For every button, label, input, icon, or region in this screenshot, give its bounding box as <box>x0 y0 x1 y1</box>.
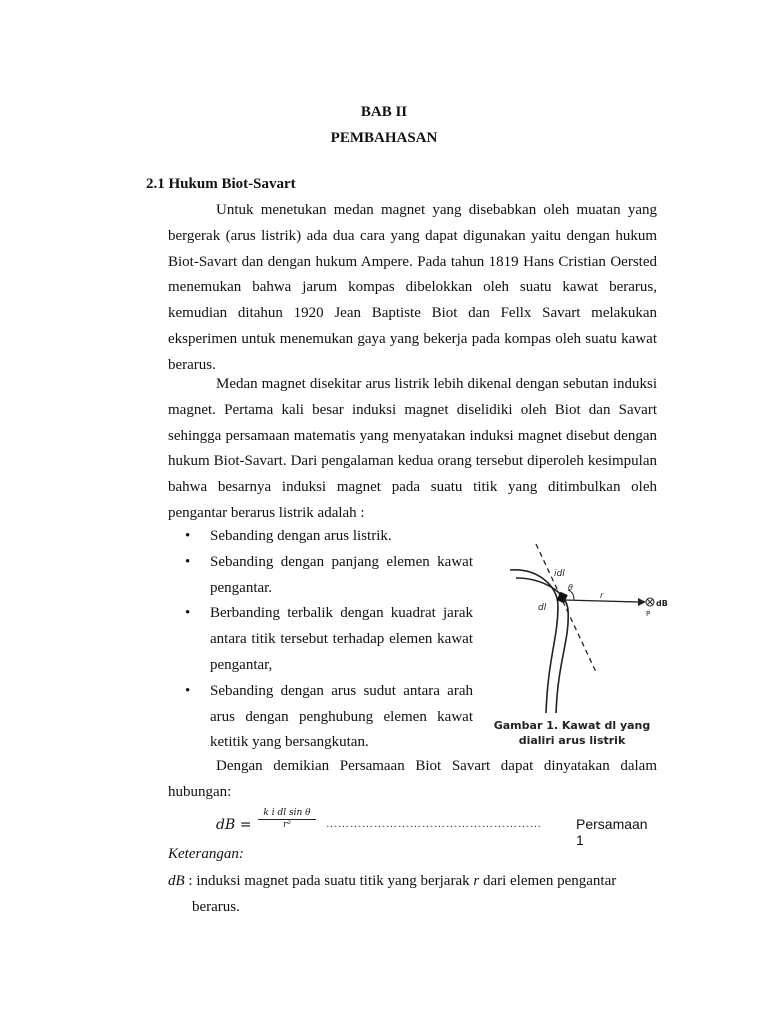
label-idl: idl <box>554 569 565 579</box>
equation-lhs: dB = <box>216 817 252 833</box>
equation-fraction <box>258 808 316 830</box>
bullet-icon: • <box>185 528 191 544</box>
label-theta: θ <box>568 583 573 592</box>
conclusion-list <box>168 524 473 756</box>
paragraph-intro <box>168 198 657 379</box>
equation-label: Persamaan 1 <box>576 816 648 848</box>
figure-caption-line1: Gambar 1. Kawat dl yang <box>493 719 651 732</box>
definition-text-post: dari elemen pengantar <box>479 873 617 889</box>
paragraph-induksi <box>168 372 657 527</box>
list-item-text: Berbanding terbalik dengan kuadrat jarak antara titik tersebut terhadap elemen kawat pengantar, <box>210 605 473 673</box>
definition-text-pre: : induksi magnet pada suatu titik yang berjarak <box>184 873 474 889</box>
equation-numerator: k i dl sin θ <box>258 808 316 820</box>
definition-line2: berarus. <box>192 899 240 915</box>
list-item <box>168 679 473 756</box>
list-item-text: Sebanding dengan panjang elemen kawat pengantar. <box>210 553 473 596</box>
list-item-text: Sebanding dengan arus listrik. <box>210 528 392 544</box>
r-vector-line <box>564 600 638 602</box>
paragraph-conclusion <box>168 754 657 806</box>
paragraph-induksi-text: Medan magnet disekitar arus listrik lebih dikenal dengan sebutan induksi magnet. Pertama kali besar induksi magnet diselidiki oleh Biot dan Savart sehingga persamaan matematis yang menyatakan induksi magnet disebut dengan hukum Biot-Savart. Dari pengalaman kedua orang tersebut diperoleh kesimpulan bahwa besarnya induksi magnet pada suatu titik yang ditimbulkan oleh pengantar berarus listrik adalah : <box>168 376 657 521</box>
section-title: 2.1 Hukum Biot-Savart <box>146 176 296 192</box>
paragraph-conclusion-text: Dengan demikian Persamaan Biot Savart dapat dinyatakan dalam hubungan: <box>168 758 657 800</box>
label-P: P <box>646 610 651 618</box>
chapter-title: PEMBAHASAN <box>330 130 438 146</box>
bullet-icon: • <box>185 553 191 570</box>
definition-term: dB <box>168 873 185 889</box>
equation-denominator: r² <box>283 820 291 830</box>
figure-caption-line2: dialiri arus listrik <box>518 734 626 747</box>
wire-outer-edge <box>510 570 558 713</box>
label-dl: dl <box>538 603 547 613</box>
chapter-label: BAB II <box>360 104 408 120</box>
keterangan-title: Keterangan: <box>168 846 244 862</box>
label-r: r <box>600 591 604 600</box>
biot-savart-equation <box>216 806 656 848</box>
label-dB: dB <box>656 599 668 608</box>
paragraph-intro-text: Untuk menetukan medan magnet yang disebabkan oleh muatan yang bergerak (arus listrik) ada dua cara yang dapat digunakan yaitu dengan hukum Biot-Savart dan dengan hukum Ampere. Pada tahun 1819 Hans Cristian Oersted menemukan bahwa jarum kompas dibelokkan oleh suatu kawat berarus, kemudian ditahun 1920 Jean Baptiste Biot dan Fellx Savart melakukan eksperimen untuk menemukan gaya yang bekerja pada kompas oleh suatu kawat berarus. <box>168 202 657 373</box>
list-item <box>168 601 473 678</box>
list-item <box>168 550 473 602</box>
definition-dB <box>168 868 657 920</box>
equation-leader-dots: ……………………………………………… <box>326 818 542 830</box>
list-item <box>168 524 473 550</box>
figure-caption <box>488 718 656 748</box>
r-vector-arrowhead <box>638 598 646 606</box>
biot-savart-figure <box>488 538 678 753</box>
list-item-text: Sebanding dengan arus sudut antara arah arus dengan penghubung elemen kawat ketitik yang bersangkutan. <box>210 682 473 751</box>
wire-diagram <box>488 538 678 718</box>
bullet-icon: • <box>185 605 191 622</box>
definition-variable: r <box>473 873 480 889</box>
bullet-icon: • <box>185 682 191 699</box>
